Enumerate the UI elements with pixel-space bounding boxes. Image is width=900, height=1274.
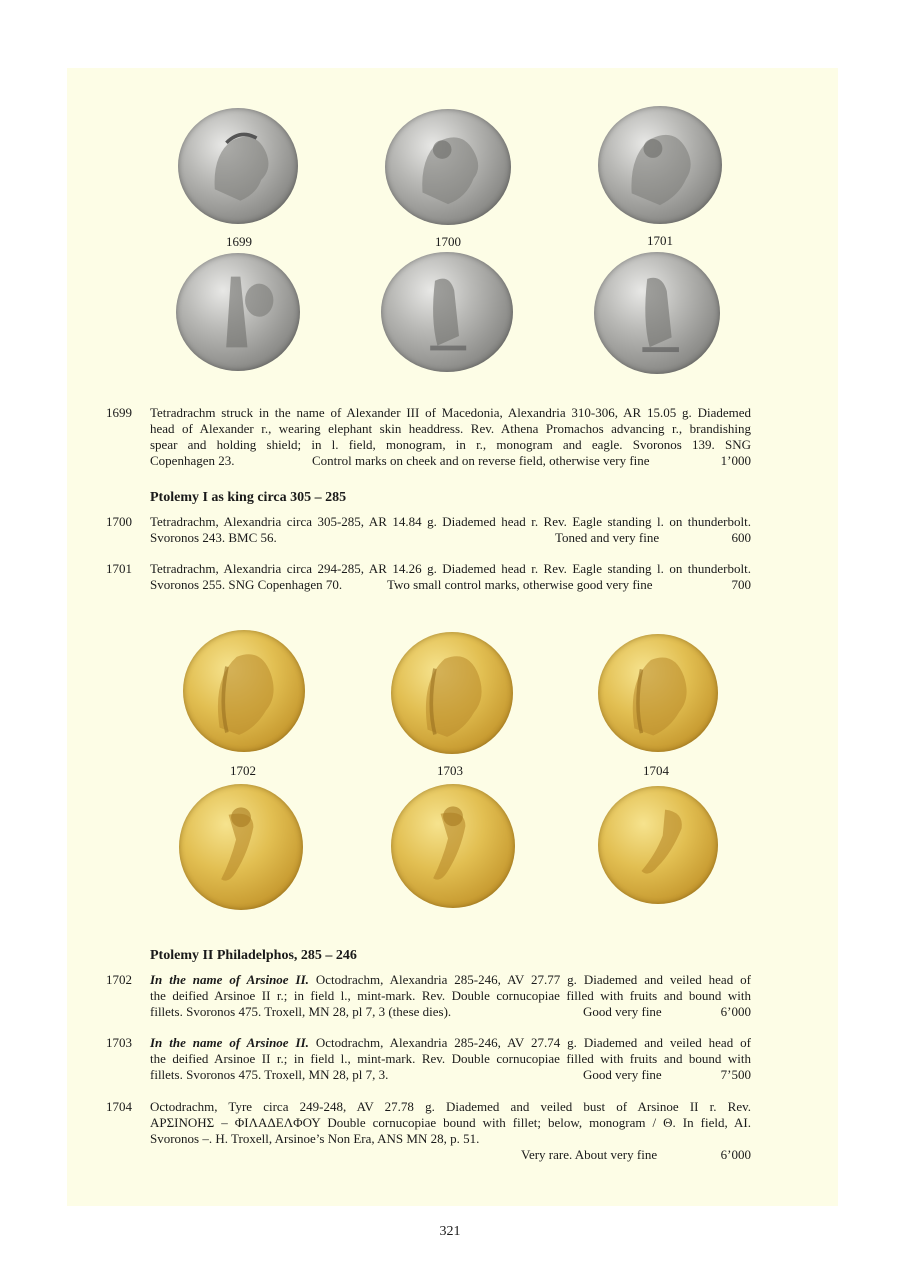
lot-number: 1703: [106, 1035, 132, 1050]
grade: Good very fine: [583, 1004, 662, 1019]
grade: Very rare. About very fine: [521, 1147, 658, 1162]
coin-label: 1701: [647, 233, 673, 248]
description-line: Tetradrachm, Alexandria circa 294-285, AR 14.26 g. Diademed head r. Rev. Eagle standing l. on thunderbolt.: [150, 561, 751, 576]
grade: Toned and very fine: [555, 530, 660, 545]
coin-1700-obverse: [385, 109, 511, 225]
grade: Two small control marks, otherwise good very fine: [387, 577, 653, 592]
lot-number: 1700: [106, 514, 132, 529]
estimate: 700: [731, 577, 751, 592]
italic-lead: In the name of Arsinoe II.: [150, 1035, 309, 1050]
reference: fillets. Svoronos 475. Troxell, MN 28, pl 7, 3.: [150, 1067, 389, 1082]
lot-number: 1701: [106, 561, 132, 576]
reference: Svoronos 243. BMC 56.: [150, 530, 277, 545]
coin-1701-reverse: [594, 252, 720, 374]
coin-1700-reverse: [381, 252, 513, 372]
estimate: 600: [731, 530, 751, 545]
coin-1701-obverse: [598, 106, 722, 224]
coin-1699-obverse: [178, 108, 298, 224]
estimate: 1’000: [720, 453, 751, 468]
coin-label: 1703: [437, 763, 463, 778]
section-heading: Ptolemy II Philadelphos, 285 – 246: [150, 948, 357, 963]
description-last-line: [150, 1147, 751, 1163]
lot-1702-description: [150, 972, 751, 1020]
description-line: head of Alexander r., wearing elephant skin headdress. Rev. Athena Promachos advancing r., brandishing: [150, 421, 751, 436]
estimate: 6’000: [720, 1147, 751, 1162]
description-line: ΑΡΣΙΝΟΗΣ – ΦΙΛΑΔΕΛΦΟΥ Double cornucopiae bound with fillet; below, monogram / Θ. In field, AI.: [150, 1115, 751, 1130]
description-last-line: [150, 577, 751, 593]
description-line: spear and holding shield; in l. field, monogram, in r., monogram and eagle. Svoronos 139. SNG: [150, 437, 751, 452]
description-rest: Octodrachm, Alexandria 285-246, AV 27.77 g. Diademed and veiled head of: [308, 972, 751, 987]
lot-number: 1702: [106, 972, 132, 987]
lot-1703-description: [150, 1035, 751, 1083]
grade: Control marks on cheek and on reverse field, otherwise very fine: [312, 453, 650, 468]
description-line: the deified Arsinoe II r.; in field l., mint-mark. Rev. Double cornucopiae filled with fruits and bound with: [150, 988, 751, 1003]
coin-1703-obverse: [391, 632, 513, 754]
description-last-line: [150, 530, 751, 546]
description-rest: Octodrachm, Alexandria 285-246, AV 27.74 g. Diademed and veiled head of: [308, 1035, 751, 1050]
description-line: Octodrachm, Tyre circa 249-248, AV 27.78 g. Diademed and veiled bust of Arsinoe II r. Rev.: [150, 1099, 751, 1114]
coin-label: 1699: [226, 234, 252, 249]
description-line: Tetradrachm struck in the name of Alexander III of Macedonia, Alexandria 310-306, AR 15.05 g. Diademed: [150, 405, 751, 420]
reference: fillets. Svoronos 475. Troxell, MN 28, pl 7, 3 (these dies).: [150, 1004, 452, 1019]
italic-lead: In the name of Arsinoe II.: [150, 972, 309, 987]
coin-1702-obverse: [183, 630, 305, 752]
section-heading: Ptolemy I as king circa 305 – 285: [150, 490, 347, 505]
coin-1699-reverse: [176, 253, 300, 371]
coin-label: 1702: [230, 763, 256, 778]
lot-1700-description: [150, 514, 751, 546]
description-line: Svoronos –. H. Troxell, Arsinoe’s Non Era, ANS MN 28, p. 51.: [150, 1131, 480, 1146]
page-number: 321: [439, 1224, 461, 1239]
coin-label: 1700: [435, 234, 461, 249]
description-last-line: [150, 1067, 751, 1083]
lot-1704-description: [150, 1099, 751, 1163]
lot-1701-description: [150, 561, 751, 593]
grade: Good very fine: [583, 1067, 662, 1082]
coin-1704-reverse: [598, 786, 718, 904]
description-last-line: [150, 1004, 751, 1020]
reference: Svoronos 255. SNG Copenhagen 70.: [150, 577, 343, 592]
coin-label: 1704: [643, 763, 669, 778]
description-line: Tetradrachm, Alexandria circa 305-285, AR 14.84 g. Diademed head r. Rev. Eagle standing l. on thunderbolt.: [150, 514, 751, 529]
lot-number: 1699: [106, 405, 132, 420]
reference: Copenhagen 23.: [150, 453, 235, 468]
estimate: 6’000: [720, 1004, 751, 1019]
description-last-line: [150, 453, 751, 469]
coin-1703-reverse: [391, 784, 515, 908]
estimate: 7’500: [720, 1067, 751, 1082]
lot-1699-description: [150, 405, 751, 469]
coin-1702-reverse: [179, 784, 303, 910]
lot-number: 1704: [106, 1099, 132, 1114]
description-line: the deified Arsinoe II r.; in field l., mint-mark. Rev. Double cornucopiae filled with fruits and bound with: [150, 1051, 751, 1066]
description-line: [150, 972, 751, 988]
coin-1704-obverse: [598, 634, 718, 752]
description-line: [150, 1035, 751, 1051]
